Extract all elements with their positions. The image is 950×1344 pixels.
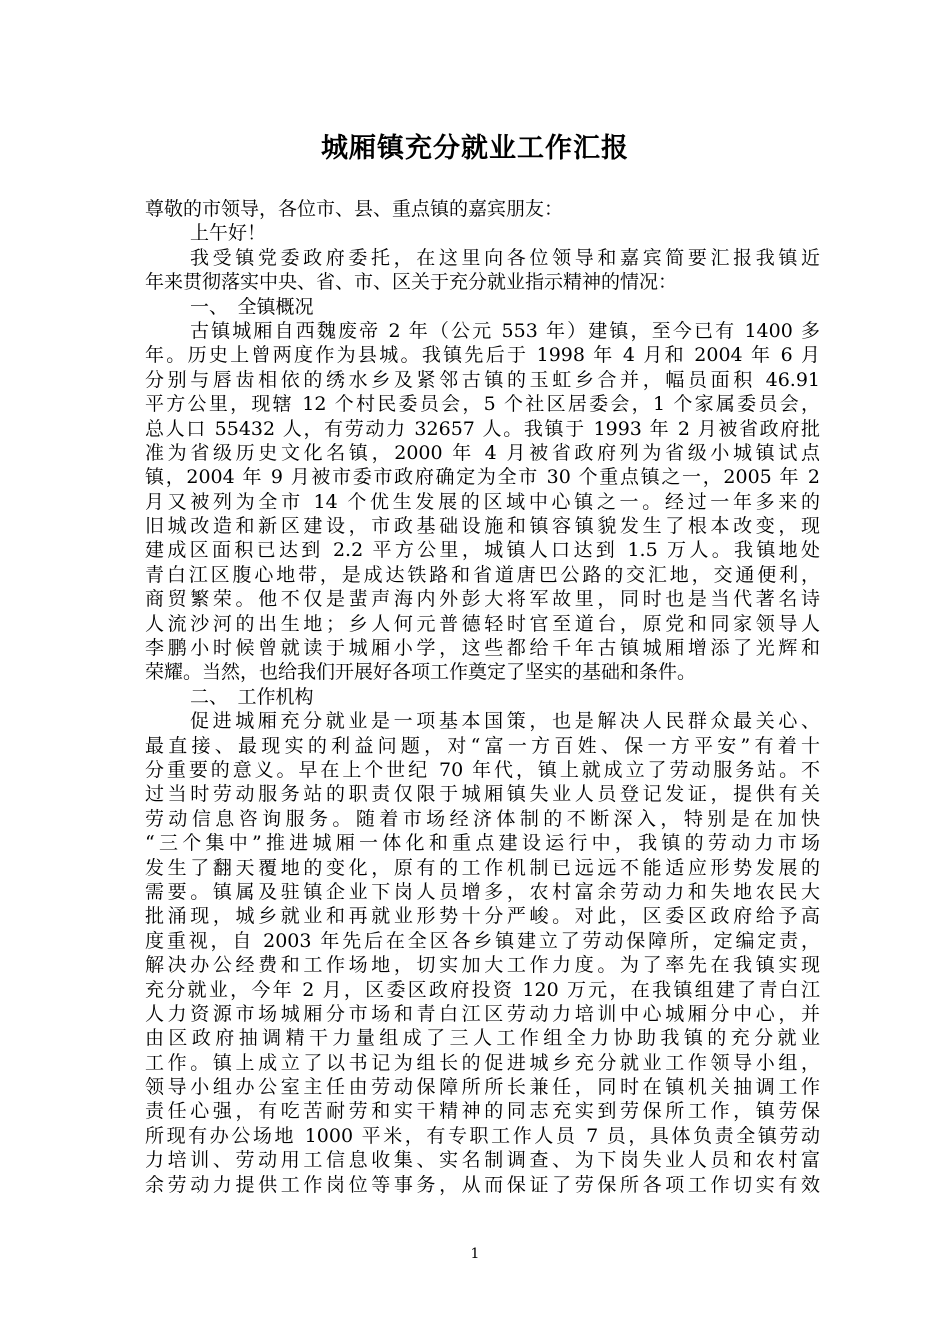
body-line: 旧城改造和新区建设，市政基础设施和镇容镇貌发生了根本改变，现	[145, 515, 820, 538]
body-line: 工作。镇上成立了以书记为组长的促进城乡充分就业工作领导小组，	[145, 1051, 820, 1074]
body-line: 年来贯彻落实中央、省、市、区关于充分就业指示精神的情况：	[145, 271, 678, 294]
body-line: 总人口 55432 人，有劳动力 32657 人。我镇于 1993 年 2 月被省政府批	[145, 417, 820, 440]
body-line: 发生了翻天覆地的变化，原有的工作机制已远远不能适应形势发展的	[145, 856, 820, 879]
body-line: 青白江区腹心地带，是成达铁路和省道唐巴公路的交汇地，交通便利，	[145, 563, 820, 586]
body-line: 度重视，自 2003 年先后在全区各乡镇建立了劳动保障所，定编定责，	[145, 929, 820, 952]
body-line: 需要。镇属及驻镇企业下岗人员增多，农村富余劳动力和失地农民大	[145, 880, 820, 903]
body-line: 所现有办公场地 1000 平米，有专职工作人员 7 员，具体负责全镇劳动	[145, 1124, 820, 1147]
body-line: 促进城厢充分就业是一项基本国策，也是解决人民群众最关心、	[190, 710, 820, 733]
body-line: 最直接、最现实的利益问题，对“富一方百姓、保一方平安”有着十	[145, 734, 820, 757]
body-line: 批涌现，城乡就业和再就业形势十分严峻。对此，区委区政府给予高	[145, 905, 820, 928]
body-line: 尊敬的市领导，各位市、县、重点镇的嘉宾朋友：	[145, 198, 564, 220]
body-line: 准为省级历史文化名镇，2000 年 4 月被省政府列为省级小城镇试点	[145, 441, 820, 464]
body-line: 年。历史上曾两度作为县城。我镇先后于 1998 年 4 月和 2004 年 6 月	[145, 344, 820, 367]
body-line: 荣耀。当然，也给我们开展好各项工作奠定了坚实的基础和条件。	[145, 661, 697, 684]
body-line: 分重要的意义。早在上个世纪 70 年代，镇上就成立了劳动服务站。不	[145, 758, 820, 781]
body-line: 分别与唇齿相依的绣水乡及紧邻古镇的玉虹乡合并，幅员面积 46.91	[145, 368, 820, 391]
body-line: 领导小组办公室主任由劳动保障所所长兼任，同时在镇机关抽调工作	[145, 1076, 820, 1099]
body-line: 商贸繁荣。他不仅是蜚声海内外彭大将军故里，同时也是当代著名诗	[145, 588, 820, 611]
body-line: 劳动信息咨询服务。随着市场经济体制的不断深入，特别是在加快	[145, 807, 820, 830]
body-line: 责任心强，有吃苦耐劳和实干精神的同志充实到劳保所工作，镇劳保	[145, 1100, 820, 1123]
body-line: 余劳动力提供工作岗位等事务，从而保证了劳保所各项工作切实有效	[145, 1173, 820, 1196]
body-line: 人流沙河的出生地；乡人何元普德轻时官至道台，原党和同家领导人	[145, 612, 820, 635]
page-number: 1	[470, 1246, 480, 1262]
body-line: 一、 全镇概况	[190, 295, 314, 318]
document-body	[145, 197, 820, 1197]
body-line: 古镇城厢自西魏废帝 2 年（公元 553 年）建镇，至今已有 1400 多	[190, 319, 820, 342]
body-line: 二、 工作机构	[190, 685, 314, 708]
body-line: 平方公里，现辖 12 个村民委员会，5 个社区居委会，1 个家属委员会，	[145, 393, 820, 416]
body-line: 月又被列为全市 14 个优生发展的区域中心镇之一。经过一年多来的	[145, 490, 820, 513]
body-line: 力培训、劳动用工信息收集、实名制调查、为下岗失业人员和农村富	[145, 1149, 820, 1172]
body-line: 上午好！	[190, 222, 267, 245]
document-title: 城厢镇充分就业工作汇报	[321, 133, 629, 164]
body-line: 过当时劳动服务站的职责仅限于城厢镇失业人员登记发证，提供有关	[145, 783, 820, 806]
body-line: 充分就业，今年 2 月，区委区政府投资 120 万元，在我镇组建了青白江	[145, 978, 820, 1001]
body-line: 李鹏小时候曾就读于城厢小学，这些都给千年古镇城厢增添了光辉和	[145, 637, 820, 660]
body-line: 解决办公经费和工作场地，切实加大工作力度。为了率先在我镇实现	[145, 954, 820, 977]
body-line: 镇，2004 年 9 月被市委市政府确定为全市 30 个重点镇之一，2005 年 2	[145, 466, 820, 489]
body-line: 由区政府抽调精干力量组成了三人工作组全力协助我镇的充分就业	[145, 1027, 820, 1050]
body-line: “三个集中”推进城厢一体化和重点建设运行中，我镇的劳动力市场	[145, 832, 820, 855]
body-line: 建成区面积已达到 2.2 平方公里，城镇人口达到 1.5 万人。我镇地处	[145, 539, 820, 562]
body-line: 人力资源市场城厢分市场和青白江区劳动力培训中心城厢分中心，并	[145, 1002, 820, 1025]
body-line: 我受镇党委政府委托，在这里向各位领导和嘉宾简要汇报我镇近	[190, 246, 820, 269]
